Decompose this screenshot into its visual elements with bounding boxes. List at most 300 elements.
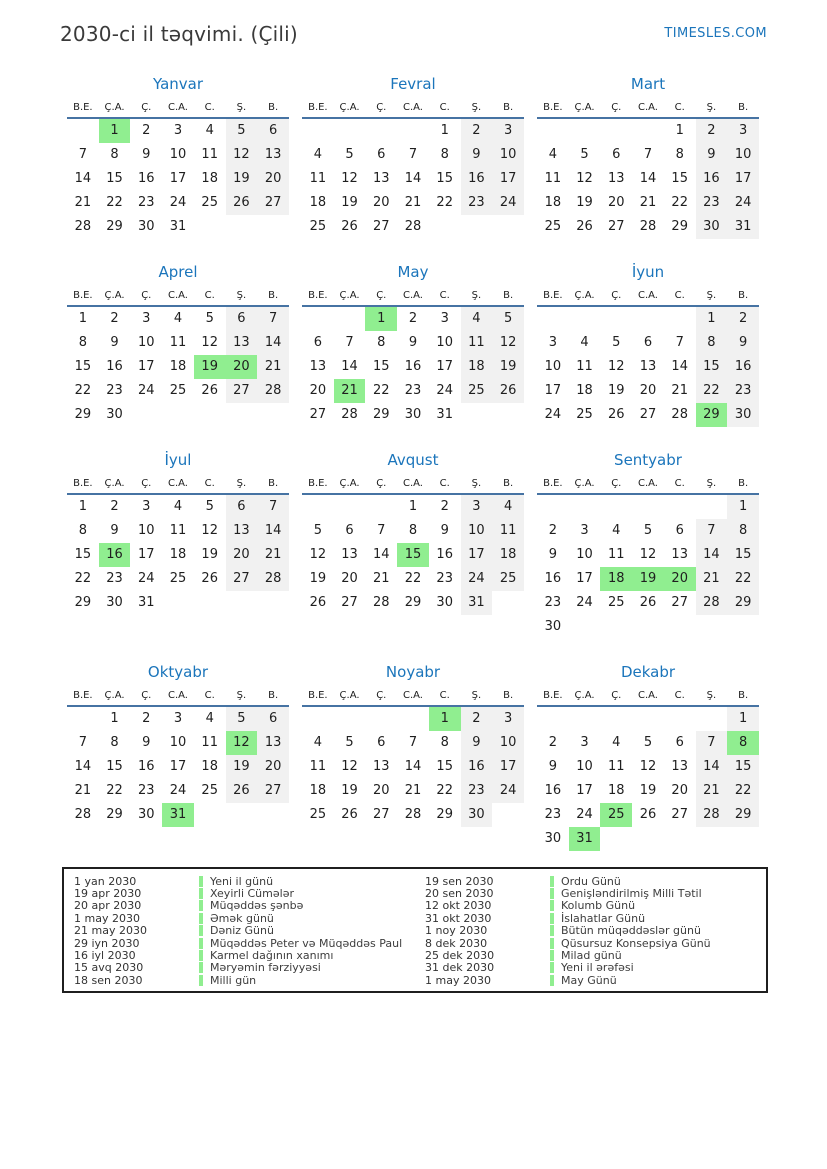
day-cell: 22 — [74, 383, 92, 398]
day-cell: 13 — [373, 171, 390, 186]
day-cell: 11 — [544, 171, 562, 186]
day-cell: 23 — [106, 571, 123, 586]
day-cell: 12 — [226, 731, 258, 755]
day-cell: 2 — [461, 119, 493, 143]
day-cell: 17 — [576, 783, 593, 798]
day-cell: 10 — [727, 143, 759, 167]
weekday-label: Ç.A. — [574, 290, 595, 301]
day-cell: 2 — [408, 311, 418, 326]
weekday-label: B. — [503, 102, 514, 113]
legend-row — [425, 900, 758, 912]
day-cell: 25 — [169, 571, 187, 586]
empty-cell — [302, 495, 334, 519]
day-cell: 6 — [377, 147, 386, 162]
day-cell: 10 — [492, 143, 524, 167]
day-cell: 9 — [440, 523, 449, 538]
day-cell: 13 — [257, 731, 289, 755]
holiday-date: 1 yan 2030 — [74, 874, 137, 888]
day-cell: 1 — [727, 495, 759, 519]
day-cell: 4 — [612, 523, 621, 538]
weekday-label: C. — [439, 102, 450, 113]
day-cell: 11 — [461, 331, 493, 355]
day-cell: 4 — [612, 735, 621, 750]
month-title: Aprel — [158, 263, 198, 281]
day-cell: 16 — [404, 359, 422, 374]
day-cell: 3 — [461, 495, 493, 519]
weekday-label: B.E. — [543, 690, 563, 701]
day-cell: 15 — [671, 171, 688, 186]
day-cell: 1 — [696, 307, 728, 331]
day-cell: 29 — [436, 807, 453, 822]
day-cell: 20 — [226, 355, 258, 379]
day-cell: 13 — [226, 519, 258, 543]
day-cell: 6 — [675, 523, 684, 538]
day-cell: 4 — [205, 711, 214, 726]
day-cell: 28 — [639, 219, 657, 234]
day-cell: 18 — [169, 547, 187, 562]
empty-cell — [696, 495, 728, 519]
day-cell: 24 — [492, 779, 524, 803]
day-cell: 9 — [142, 147, 151, 162]
day-cell: 3 — [173, 123, 183, 138]
holiday-marker-icon — [199, 900, 203, 911]
day-cell: 24 — [544, 407, 562, 422]
day-cell: 28 — [373, 595, 390, 610]
day-cell: 25 — [201, 783, 218, 798]
day-cell: 14 — [639, 171, 657, 186]
day-cell: 15 — [74, 359, 92, 374]
empty-cell — [365, 119, 397, 143]
day-cell: 29 — [106, 807, 123, 822]
month-days — [537, 307, 759, 427]
day-cell: 13 — [226, 331, 258, 355]
day-cell: 5 — [226, 707, 258, 731]
day-cell: 5 — [345, 147, 354, 162]
day-cell: 23 — [436, 571, 453, 586]
day-cell: 26 — [201, 571, 218, 586]
day-cell: 21 — [257, 543, 289, 567]
day-cell: 18 — [461, 355, 493, 379]
day-cell: 13 — [309, 359, 327, 374]
holiday-marker-icon — [550, 900, 554, 911]
day-cell: 18 — [309, 783, 327, 798]
day-cell: 26 — [226, 779, 258, 803]
day-cell: 12 — [226, 143, 258, 167]
weekday-label: C. — [439, 290, 450, 301]
legend-row — [74, 887, 407, 899]
day-cell: 24 — [436, 383, 453, 398]
weekday-label: B. — [268, 478, 279, 489]
day-cell: 17 — [492, 755, 524, 779]
day-cell: 18 — [169, 359, 187, 374]
day-cell: 21 — [74, 195, 92, 210]
empty-cell — [569, 119, 601, 143]
weekday-header-row — [537, 101, 759, 119]
day-cell: 30 — [404, 407, 422, 422]
day-cell: 28 — [74, 807, 92, 822]
weekday-label: Ç.A. — [574, 690, 595, 701]
holiday-date: 16 iyl 2030 — [74, 949, 136, 963]
holiday-date: 19 apr 2030 — [74, 887, 142, 901]
day-cell: 24 — [576, 807, 593, 822]
day-cell: 16 — [99, 543, 131, 567]
month-5 — [302, 263, 524, 427]
day-cell: 27 — [608, 219, 625, 234]
day-cell: 19 — [226, 167, 258, 191]
weekday-label: B.E. — [543, 102, 563, 113]
month-days — [302, 119, 524, 239]
day-cell: 27 — [671, 807, 688, 822]
empty-cell — [397, 119, 429, 143]
holiday-marker-icon — [199, 975, 203, 986]
empty-cell — [600, 307, 632, 331]
weekday-label: Ç.A. — [104, 690, 125, 701]
day-cell: 31 — [461, 591, 493, 615]
day-cell: 12 — [309, 547, 327, 562]
weekday-label: Ş. — [471, 690, 482, 701]
day-cell: 26 — [639, 807, 657, 822]
holiday-date: 18 sen 2030 — [74, 973, 143, 987]
day-cell: 11 — [608, 759, 625, 774]
day-cell: 1 — [365, 307, 397, 331]
day-cell: 29 — [727, 591, 759, 615]
legend-row — [425, 912, 758, 924]
weekday-label: Ç.A. — [339, 102, 360, 113]
day-cell: 6 — [226, 307, 258, 331]
day-cell: 2 — [142, 123, 151, 138]
day-cell: 2 — [142, 711, 151, 726]
weekday-label: C.A. — [402, 290, 423, 301]
holiday-name: Xeyirli Cümələr — [210, 887, 294, 901]
day-cell: 31 — [569, 827, 601, 851]
day-cell: 27 — [341, 595, 358, 610]
day-cell: 14 — [74, 759, 92, 774]
weekday-label: C. — [204, 478, 215, 489]
day-cell: 18 — [201, 759, 218, 774]
weekday-label: B. — [268, 690, 279, 701]
day-cell: 25 — [169, 383, 187, 398]
day-cell: 17 — [727, 167, 759, 191]
day-cell: 10 — [576, 547, 593, 562]
day-cell: 11 — [492, 519, 524, 543]
day-cell: 13 — [671, 547, 688, 562]
day-cell: 8 — [78, 523, 87, 538]
month-days — [537, 707, 759, 851]
day-cell: 25 — [492, 567, 524, 591]
day-cell: 1 — [440, 123, 449, 138]
day-cell: 29 — [74, 595, 92, 610]
month-12 — [537, 663, 759, 851]
day-cell: 22 — [106, 195, 123, 210]
holiday-name: Dəniz Günü — [210, 924, 274, 938]
day-cell: 26 — [201, 383, 218, 398]
day-cell: 3 — [142, 311, 151, 326]
day-cell: 9 — [110, 335, 119, 350]
month-days — [67, 495, 289, 615]
weekday-header-row — [537, 289, 759, 307]
day-cell: 9 — [696, 143, 728, 167]
day-cell: 15 — [373, 359, 390, 374]
month-2 — [302, 75, 524, 239]
day-cell: 28 — [257, 379, 289, 403]
weekday-label: C. — [439, 690, 450, 701]
month-1 — [67, 75, 289, 239]
site-link[interactable]: TIMESLES.COM — [664, 26, 767, 41]
day-cell: 20 — [341, 571, 358, 586]
month-title: May — [397, 263, 429, 281]
weekday-label: C. — [674, 690, 685, 701]
empty-cell — [537, 307, 569, 331]
day-cell: 22 — [436, 195, 453, 210]
day-cell: 13 — [671, 759, 688, 774]
month-title: Avqust — [387, 451, 439, 469]
weekday-label: Ş. — [236, 290, 247, 301]
weekday-label: C.A. — [637, 290, 658, 301]
weekday-label: B. — [503, 290, 514, 301]
day-cell: 7 — [408, 735, 418, 750]
month-4 — [67, 263, 289, 427]
day-cell: 10 — [544, 359, 562, 374]
day-cell: 7 — [643, 147, 653, 162]
weekday-label: Ş. — [706, 102, 717, 113]
empty-cell — [664, 495, 696, 519]
day-cell: 28 — [404, 807, 422, 822]
day-cell: 19 — [492, 355, 524, 379]
day-cell: 10 — [138, 523, 155, 538]
weekday-label: Ç. — [376, 102, 387, 113]
day-cell: 8 — [110, 147, 119, 162]
day-cell: 4 — [205, 123, 214, 138]
day-cell: 24 — [576, 595, 593, 610]
day-cell: 10 — [492, 731, 524, 755]
day-cell: 17 — [461, 543, 493, 567]
day-cell: 30 — [696, 215, 728, 239]
day-cell: 18 — [309, 195, 327, 210]
day-cell: 2 — [548, 523, 557, 538]
day-cell: 6 — [257, 707, 289, 731]
weekday-label: B.E. — [308, 690, 328, 701]
day-cell: 9 — [548, 759, 557, 774]
day-cell: 15 — [436, 171, 453, 186]
holiday-date: 1 may 2030 — [425, 973, 491, 987]
day-cell: 7 — [377, 523, 386, 538]
day-cell: 3 — [548, 335, 557, 350]
weekday-label: Ş. — [471, 478, 482, 489]
month-3 — [537, 75, 759, 239]
weekday-label: Ç.A. — [104, 478, 125, 489]
day-cell: 21 — [334, 379, 366, 403]
day-cell: 11 — [608, 547, 625, 562]
day-cell: 12 — [576, 171, 593, 186]
day-cell: 15 — [727, 543, 759, 567]
day-cell: 16 — [544, 571, 562, 586]
day-cell: 1 — [99, 119, 131, 143]
weekday-label: Ş. — [236, 478, 247, 489]
day-cell: 28 — [257, 567, 289, 591]
month-days — [302, 707, 524, 827]
day-cell: 14 — [257, 519, 289, 543]
day-cell: 12 — [639, 547, 657, 562]
day-cell: 12 — [608, 359, 625, 374]
day-cell: 27 — [671, 595, 688, 610]
day-cell: 4 — [461, 307, 493, 331]
day-cell: 13 — [608, 171, 625, 186]
day-cell: 18 — [492, 543, 524, 567]
holiday-name: Milli gün — [210, 973, 257, 987]
holiday-marker-icon — [550, 975, 554, 986]
month-title: Oktyabr — [147, 663, 209, 681]
day-cell: 29 — [727, 803, 759, 827]
empty-cell — [569, 307, 601, 331]
weekday-header-row — [67, 477, 289, 495]
weekday-label: Ç.A. — [574, 478, 595, 489]
weekday-label: Ş. — [236, 690, 247, 701]
day-cell: 16 — [461, 167, 493, 191]
day-cell: 23 — [404, 383, 422, 398]
legend-column-left — [74, 875, 407, 985]
day-cell: 3 — [492, 707, 524, 731]
holiday-name: İslahatlar Günü — [561, 911, 646, 925]
legend-row — [425, 974, 758, 986]
day-cell: 11 — [201, 735, 218, 750]
day-cell: 30 — [106, 595, 123, 610]
weekday-label: Ç.A. — [104, 290, 125, 301]
day-cell: 25 — [309, 807, 327, 822]
day-cell: 10 — [436, 335, 453, 350]
day-cell: 26 — [309, 595, 327, 610]
day-cell: 20 — [257, 755, 289, 779]
day-cell: 21 — [671, 383, 688, 398]
day-cell: 2 — [548, 735, 557, 750]
day-cell: 18 — [201, 171, 218, 186]
day-cell: 15 — [436, 759, 453, 774]
day-cell: 23 — [106, 383, 123, 398]
holiday-name: Qüsursuz Konsepsiya Günü — [561, 936, 711, 950]
day-cell: 27 — [226, 567, 258, 591]
day-cell: 27 — [373, 807, 390, 822]
holiday-marker-icon — [199, 962, 203, 973]
day-cell: 14 — [696, 543, 728, 567]
day-cell: 20 — [671, 783, 688, 798]
day-cell: 3 — [492, 119, 524, 143]
day-cell: 6 — [377, 735, 386, 750]
month-11 — [302, 663, 524, 851]
legend-row — [425, 937, 758, 949]
day-cell: 8 — [408, 523, 418, 538]
month-title: Dekabr — [620, 663, 676, 681]
day-cell: 30 — [727, 403, 759, 427]
day-cell: 17 — [576, 571, 593, 586]
holiday-name: Bütün müqəddəslər günü — [561, 924, 701, 938]
weekday-label: Ç. — [376, 290, 387, 301]
legend-row — [74, 949, 407, 961]
day-cell: 27 — [373, 219, 390, 234]
empty-cell — [664, 307, 696, 331]
day-cell: 21 — [404, 783, 422, 798]
month-title: Noyabr — [385, 663, 441, 681]
day-cell: 25 — [608, 595, 625, 610]
weekday-header-row — [67, 689, 289, 707]
day-cell: 30 — [138, 219, 155, 234]
day-cell: 28 — [696, 803, 728, 827]
day-cell: 5 — [612, 335, 621, 350]
day-cell: 22 — [696, 379, 728, 403]
day-cell: 2 — [440, 499, 449, 514]
month-9 — [537, 451, 759, 639]
holiday-name: Karmel dağının xanımı — [210, 949, 334, 963]
empty-cell — [397, 707, 429, 731]
day-cell: 29 — [696, 403, 728, 427]
weekday-header-row — [302, 289, 524, 307]
day-cell: 6 — [345, 523, 354, 538]
day-cell: 2 — [727, 307, 759, 331]
weekday-label: C. — [674, 290, 685, 301]
day-cell: 22 — [74, 571, 92, 586]
holiday-date: 29 iyn 2030 — [74, 936, 140, 950]
month-days — [67, 119, 289, 239]
weekday-label: C.A. — [167, 290, 188, 301]
day-cell: 21 — [696, 567, 728, 591]
day-cell: 4 — [313, 735, 322, 750]
weekday-label: Ç.A. — [339, 690, 360, 701]
day-cell: 28 — [404, 219, 422, 234]
weekday-header-row — [67, 289, 289, 307]
holiday-marker-icon — [550, 876, 554, 887]
day-cell: 9 — [142, 735, 151, 750]
day-cell: 1 — [675, 123, 684, 138]
day-cell: 17 — [544, 383, 562, 398]
weekday-label: B. — [738, 102, 749, 113]
day-cell: 9 — [110, 523, 119, 538]
weekday-label: Ş. — [706, 690, 717, 701]
weekday-header-row — [67, 101, 289, 119]
day-cell: 26 — [576, 219, 593, 234]
holiday-name: Məryəmin fərziyyəsi — [210, 961, 321, 975]
day-cell: 23 — [544, 595, 562, 610]
day-cell: 11 — [309, 759, 327, 774]
day-cell: 4 — [173, 499, 183, 514]
day-cell: 7 — [696, 519, 728, 543]
empty-cell — [600, 119, 632, 143]
empty-cell — [365, 495, 397, 519]
holiday-name: Ordu Günü — [561, 874, 621, 888]
weekday-header-row — [537, 477, 759, 495]
month-days — [302, 307, 524, 427]
weekday-label: B. — [738, 290, 749, 301]
holiday-marker-icon — [550, 950, 554, 961]
day-cell: 17 — [492, 167, 524, 191]
day-cell: 14 — [341, 359, 358, 374]
day-cell: 2 — [461, 707, 493, 731]
day-cell: 4 — [548, 147, 557, 162]
holiday-name: Kolumb Günü — [561, 899, 636, 913]
day-cell: 5 — [643, 523, 653, 538]
holiday-name: Milad günü — [561, 949, 622, 963]
day-cell: 14 — [696, 755, 728, 779]
weekday-label: C.A. — [637, 690, 658, 701]
day-cell: 15 — [106, 171, 123, 186]
day-cell: 5 — [345, 735, 354, 750]
day-cell: 18 — [576, 383, 593, 398]
day-cell: 30 — [436, 595, 453, 610]
month-days — [302, 495, 524, 615]
empty-cell — [600, 707, 632, 731]
empty-cell — [537, 707, 569, 731]
day-cell: 11 — [169, 335, 187, 350]
day-cell: 19 — [341, 783, 358, 798]
day-cell: 7 — [675, 335, 684, 350]
holiday-marker-icon — [199, 876, 203, 887]
